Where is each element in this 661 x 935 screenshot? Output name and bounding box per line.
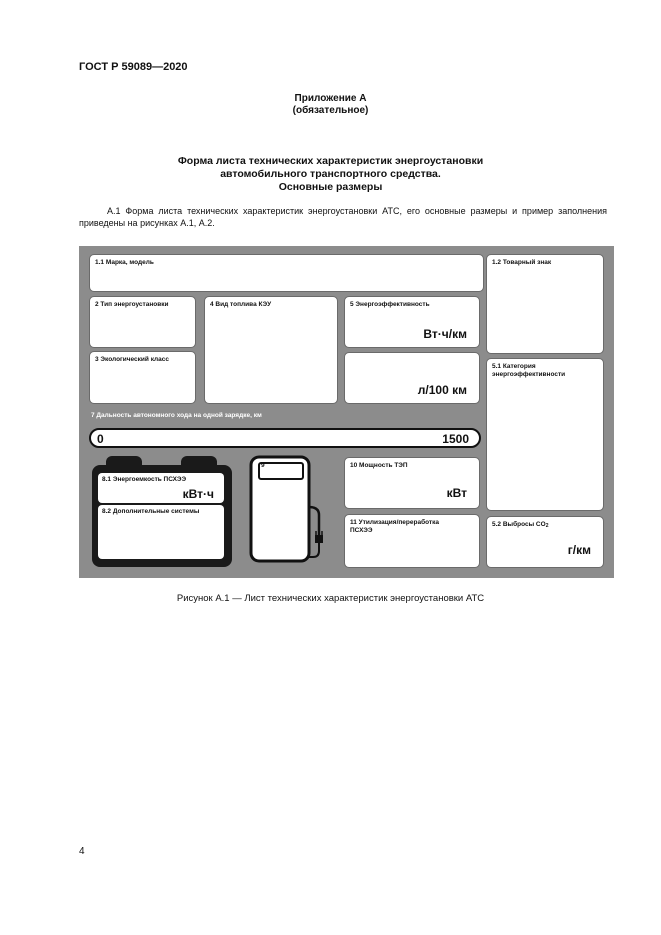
- intro-paragraph: А.1 Форма листа технических характеристик энергоустановки АТС, его основные размеры и пример заполнения приведены на рисунках А.1, А.2.: [79, 206, 607, 228]
- range-max: 1500: [442, 432, 469, 446]
- field-label: 1.1 Марка, модель: [95, 259, 154, 266]
- page-number: 4: [79, 846, 85, 857]
- field-make-model: [89, 254, 484, 292]
- field-recycling: [344, 514, 480, 568]
- field-energy-efficiency: [344, 296, 480, 348]
- appendix-note: (обязательное): [292, 105, 369, 116]
- range-label: 7 Дальность автономного хода на одной зарядке, км: [91, 412, 262, 419]
- characteristics-sheet: [79, 246, 614, 578]
- field-additional-systems: [98, 505, 224, 559]
- field-label: 9: [261, 462, 265, 469]
- field-trademark: [486, 254, 604, 354]
- field-label: 4 Вид топлива КЭУ: [210, 301, 272, 308]
- field-label: 8.1 Энергоемкость ПСХЭЭ: [102, 476, 187, 483]
- field-label: [492, 521, 548, 530]
- co2-label: 5.2 Выбросы CO: [492, 521, 546, 528]
- field-label: 10 Мощность ТЭП: [350, 462, 408, 469]
- field-fuel-consumption: [344, 352, 480, 404]
- appendix-title: Приложение А: [294, 93, 367, 104]
- range-bar: [89, 428, 481, 448]
- unit-kwh: кВт·ч: [182, 487, 214, 501]
- title-line-1: Форма листа технических характеристик энергоустановки: [177, 155, 484, 167]
- unit-g-per-km: г/км: [567, 543, 591, 557]
- field-label: 8.2 Дополнительные системы: [102, 508, 200, 515]
- standard-number: ГОСТ Р 59089—2020: [79, 61, 188, 73]
- unit-wh-per-km: Вт·ч/км: [423, 327, 467, 341]
- title-line-3: Основные размеры: [278, 181, 383, 193]
- battery-icon: [92, 465, 232, 567]
- field-eco-class: [89, 351, 196, 404]
- charging-station-icon: [249, 455, 325, 565]
- figure-caption: Рисунок А.1 — Лист технических характеристик энергоустановки АТС: [176, 593, 485, 604]
- field-fuel-type: [204, 296, 338, 404]
- field-label: 1.2 Товарный знак: [492, 259, 552, 266]
- field-label: 11 Утилизация/переработка ПСХЭЭ: [350, 519, 439, 534]
- field-traction-power: [344, 457, 480, 509]
- field-label: 3 Экологический класс: [95, 356, 170, 363]
- unit-kw: кВт: [446, 486, 467, 500]
- range-min: 0: [97, 432, 104, 446]
- field-label: 5.1 Категория энергоэффективности: [492, 363, 566, 378]
- field-co2-emissions: [486, 516, 604, 568]
- title-line-2: автомобильного транспортного средства.: [220, 168, 441, 180]
- field-label: 5 Энергоэффективность: [350, 301, 430, 308]
- field-label: 2 Тип энергоустановки: [95, 301, 169, 308]
- field-powerplant-type: [89, 296, 196, 348]
- field-storage-capacity: [98, 473, 224, 503]
- co2-subscript: 2: [545, 523, 549, 529]
- field-efficiency-category: [486, 358, 604, 511]
- unit-l-per-100km: л/100 км: [417, 383, 467, 397]
